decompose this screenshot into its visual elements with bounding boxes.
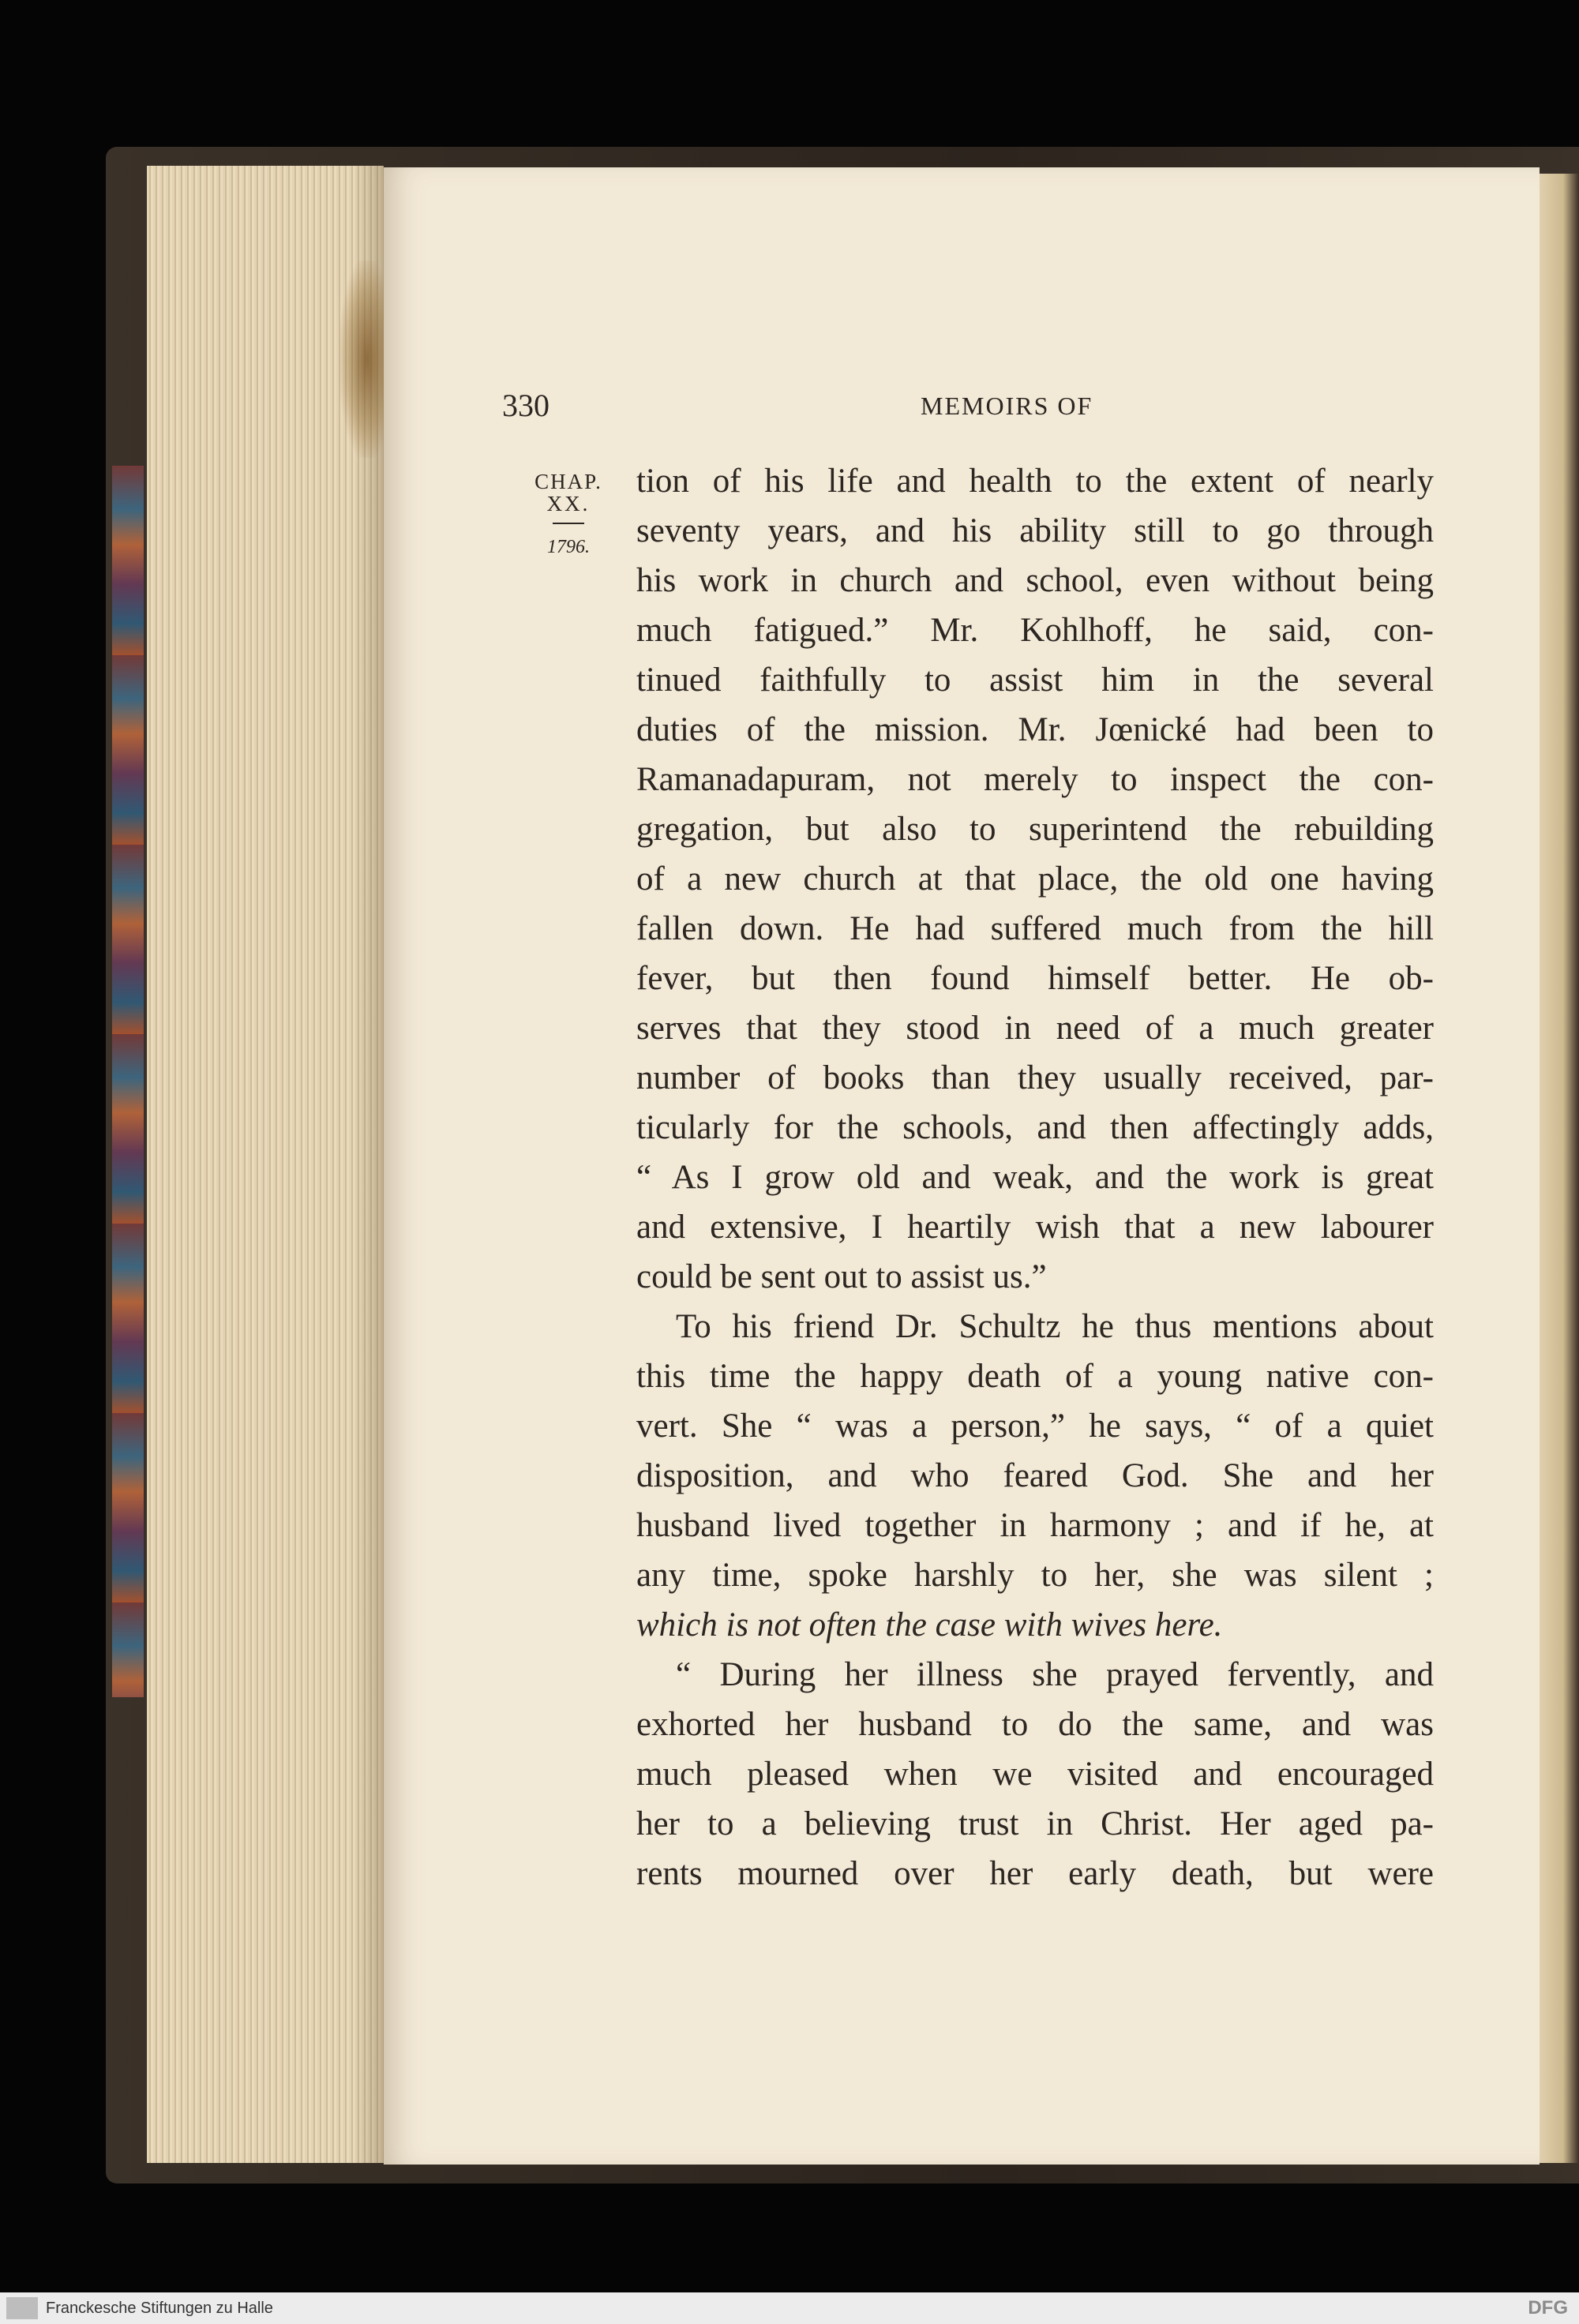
text-line: To his friend Dr. Schultz he thus mentions about [676,1308,1434,1345]
text-line: gregation, but also to superintend the rebuilding [636,811,1434,848]
text-line: and extensive, I heartily wish that a new labourer [636,1209,1434,1246]
text-line: exhorted her husband to do the same, and was [636,1706,1434,1743]
marbled-cover-edge [112,466,144,1697]
text-line: could be sent out to assist us.” [636,1258,1047,1295]
text-line: much fatigued.” Mr. Kohlhoff, he said, con- [636,612,1434,649]
text-line: her to a believing trust in Christ. Her aged pa- [636,1805,1434,1842]
text-line: ticularly for the schools, and then affectingly adds, [636,1109,1434,1146]
text-line: much pleased when we visited and encouraged [636,1756,1434,1793]
footer-bar [0,2292,1579,2324]
running-head: MEMOIRS OF [921,392,1093,420]
text-line: tinued faithfully to assist him in the several [636,662,1434,699]
text-line: this time the happy death of a young native con- [636,1358,1434,1395]
text-line: tion of his life and health to the extent of nearly [636,463,1434,500]
margin-year: 1796. [547,537,590,557]
text-line: number of books than they usually received, par- [636,1059,1434,1096]
text-line: disposition, and who feared God. She and her [636,1457,1434,1494]
text-line: fallen down. He had suffered much from the hill [636,910,1434,947]
text-line: serves that they stood in need of a much greater [636,1010,1434,1047]
text-line: “ As I grow old and weak, and the work is great [636,1159,1434,1196]
page-header [502,387,1450,434]
facing-page-edge [1540,174,1579,2163]
text-line: duties of the mission. Mr. Jœnické had been to [636,711,1434,748]
dfg-logo: DFG [1528,2297,1568,2318]
text-line: rents mourned over her early death, but were [636,1855,1434,1892]
page-edges [147,166,384,2163]
text-line: “ During her illness she prayed fervently, and [676,1656,1434,1693]
text-line: vert. She “ was a person,” he says, “ of a quiet [636,1408,1434,1445]
text-line: fever, but then found himself better. He ob- [636,960,1434,997]
page-number: 330 [502,388,549,423]
chapter-number: XX. [546,492,591,515]
footer-institution: Franckesche Stiftungen zu Halle [46,2300,273,2317]
text-line: seventy years, and his ability still to go through [636,512,1434,549]
margin-rule [553,523,584,524]
chapter-label: CHAP. [534,470,602,493]
text-line: of a new church at that place, the old one having [636,860,1434,898]
margin-note [529,470,608,558]
text-line: his work in church and school, even without being [636,562,1434,599]
text-line: husband lived together in harmony ; and if he, at [636,1507,1434,1544]
body-text [636,456,1434,1899]
text-line: which is not often the case with wives here. [636,1606,1223,1644]
institution-logo-icon [6,2297,38,2319]
text-line: Ramanadapuram, not merely to inspect the con- [636,761,1434,798]
text-line: any time, spoke harshly to her, she was silent ; [636,1557,1434,1594]
